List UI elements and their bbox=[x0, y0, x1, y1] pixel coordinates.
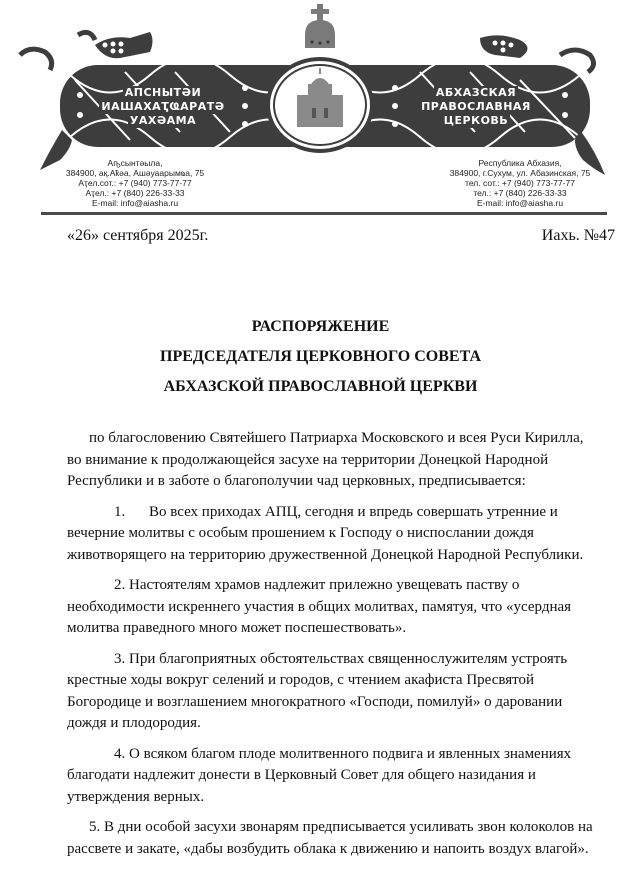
document-date: «26» сентября 2025г. bbox=[67, 227, 209, 244]
intro-paragraph: по благословению Святейшего Патриарха Московского и всея Руси Кирилла, во внимание к продолжающейся засухе на территории Донецкой Народной Республики и в заботе о благополучии чад церковных, предписывается: bbox=[67, 430, 584, 489]
letterhead-divider bbox=[41, 212, 607, 215]
phone-mobile: Аҭел.сот.: +7 (940) 773-77-77 bbox=[78, 178, 192, 188]
letterhead-title-abkhaz bbox=[88, 86, 238, 128]
address-russian bbox=[430, 158, 610, 208]
address-line: 384900, г.Сухум, ул. Абазинская, 75 bbox=[449, 168, 591, 178]
document-title bbox=[0, 312, 641, 402]
address-line: Аҧсынтәыла, bbox=[107, 158, 163, 168]
email: E-mail: info@aiasha.ru bbox=[91, 198, 179, 208]
right-dragon-head-icon bbox=[480, 35, 528, 58]
letterhead-title-line: ИАШАХАҬҨАРАТӘ bbox=[101, 100, 225, 113]
address-line: Республика Абхазия, bbox=[478, 158, 562, 168]
address-line: 384900, ақ.Аҟəа, Ашәуаарымҩа, 75 bbox=[65, 168, 205, 178]
letterhead-title-line: АБХАЗСКАЯ bbox=[435, 86, 517, 99]
item-4: 4. О всяком благом плоде молитвенного подвига и явленных знамениях благодати надлежит донести в Церковный Совет для общего назидания и утверждения верных. bbox=[67, 745, 572, 805]
document-meta bbox=[67, 226, 615, 246]
item-1 bbox=[67, 502, 597, 567]
item-3: 3. При благоприятных обстоятельствах священнослужителям устроять крестные ходы вокруг селений и городов, с чтением акафиста Пресвятой Богородице и возглашением многократного «Господи, помилуй» о даровании дождя и плодородия. bbox=[67, 650, 568, 731]
letterhead-title-line: ПРАВОСЛАВНАЯ bbox=[421, 100, 531, 113]
letterhead bbox=[0, 0, 641, 220]
letterhead-title-line: АПСНЫТӘИ bbox=[124, 86, 202, 99]
email: E-mail: info@aiasha.ru bbox=[476, 198, 564, 208]
item-1-number: 1. bbox=[114, 503, 126, 520]
item-5: 5. В дни особой засухи звонарям предписывается усиливать звон колоколов на рассвете и закате, «дабы возбудить облака к движению и напоить воздух влагой». bbox=[67, 819, 593, 857]
mitre-cross-icon bbox=[305, 4, 335, 48]
title-line-3: АБХАЗСКОЙ ПРАВОСЛАВНОЙ ЦЕРКВИ bbox=[163, 378, 478, 395]
phone-landline: тел.: +7 (840) 226-33-33 bbox=[473, 188, 567, 198]
letterhead-title-line: ЦЕРКОВЬ bbox=[443, 114, 509, 127]
document-number: Иахь. №47 bbox=[541, 227, 615, 244]
letterhead-title-line: УАХӘАМА bbox=[129, 114, 197, 127]
title-line-2: ПРЕДСЕДАТЕЛЯ ЦЕРКОВНОГО СОВЕТА bbox=[160, 348, 481, 365]
address-abkhaz bbox=[45, 158, 225, 208]
phone-landline: Аҭел.: +7 (840) 226-33-33 bbox=[85, 188, 185, 198]
document-body bbox=[67, 428, 597, 860]
title-line-1: РАСПОРЯЖЕНИЕ bbox=[251, 318, 390, 335]
phone-mobile: тел. сот.: +7 (940) 773-77-77 bbox=[465, 178, 575, 188]
letterhead-title-russian bbox=[396, 86, 556, 128]
item-2: 2. Настоятелям храмов надлежит прилежно увещевать паству о необходимости искреннего участия в общих молитвах, памятуя, что «усердная молитва праведного много может поспешествовать». bbox=[67, 577, 572, 636]
item-1-text: Во всех приходах АПЦ, сегодня и впредь совершать утренние и вечерние молитвы с особым прошением к Господу о ниспослании дождя животворящего на территорию дружественной Донецкой Народной Республики. bbox=[67, 503, 584, 563]
